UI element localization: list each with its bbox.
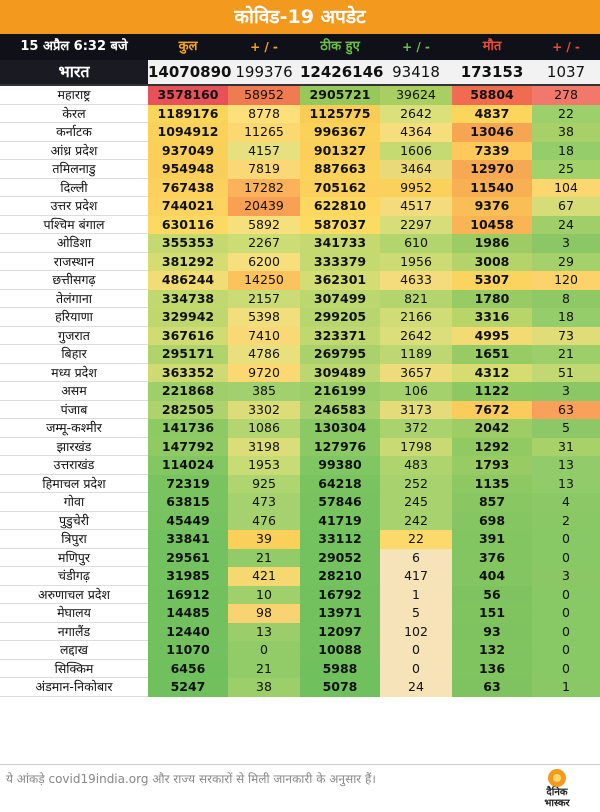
table-row xyxy=(0,197,600,216)
total-cell: 33841 xyxy=(148,530,228,549)
total-cell: 63815 xyxy=(148,493,228,512)
state-name: जम्मू-कश्मीर xyxy=(0,419,148,438)
deaths-cell: 11540 xyxy=(452,179,532,198)
deaths-cell: 5307 xyxy=(452,271,532,290)
total-cell: 11070 xyxy=(148,641,228,660)
deaths-cell: 376 xyxy=(452,549,532,568)
recovered-cell: 309489 xyxy=(300,364,380,383)
recovered-cell: 1125775 xyxy=(300,105,380,124)
deaths-change-cell: 5 xyxy=(532,419,600,438)
total-change-cell: 925 xyxy=(228,475,300,494)
total-cell: 3578160 xyxy=(148,86,228,105)
total-change-cell: 38 xyxy=(228,678,300,697)
logo xyxy=(526,769,588,809)
total-change-cell: 1953 xyxy=(228,456,300,475)
recovered-cell: 2905721 xyxy=(300,86,380,105)
recovered-change-cell: 1956 xyxy=(380,253,452,272)
recovered-change-cell: 0 xyxy=(380,641,452,660)
total-cell: 381292 xyxy=(148,253,228,272)
deaths-change-cell: 18 xyxy=(532,308,600,327)
table-row xyxy=(0,493,600,512)
recovered-change-cell: 102 xyxy=(380,623,452,642)
national-deaths: 173153 xyxy=(460,63,524,81)
recovered-cell: 341733 xyxy=(300,234,380,253)
total-cell: 1189176 xyxy=(148,105,228,124)
recovered-cell: 705162 xyxy=(300,179,380,198)
recovered-change-cell: 3464 xyxy=(380,160,452,179)
table-row xyxy=(0,142,600,161)
state-name: आंध्र प्रदेश xyxy=(0,142,148,161)
deaths-change-cell: 104 xyxy=(532,179,600,198)
deaths-change-cell: 0 xyxy=(532,641,600,660)
state-name: असम xyxy=(0,382,148,401)
state-name: मणिपुर xyxy=(0,549,148,568)
national-name: भारत xyxy=(0,60,148,84)
recovered-cell: 587037 xyxy=(300,216,380,235)
table-row xyxy=(0,290,600,309)
deaths-cell: 10458 xyxy=(452,216,532,235)
national-total: 14070890 xyxy=(148,63,232,81)
deaths-cell: 7672 xyxy=(452,401,532,420)
deaths-cell: 93 xyxy=(452,623,532,642)
recovered-cell: 307499 xyxy=(300,290,380,309)
recovered-change-cell: 245 xyxy=(380,493,452,512)
state-name: पश्चिम बंगाल xyxy=(0,216,148,235)
table-row xyxy=(0,512,600,531)
total-cell: 31985 xyxy=(148,567,228,586)
table-row xyxy=(0,623,600,642)
state-name: तेलंगाना xyxy=(0,290,148,309)
deaths-cell: 404 xyxy=(452,567,532,586)
state-name: पुडुचेरी xyxy=(0,512,148,531)
deaths-change-cell: 73 xyxy=(532,327,600,346)
total-change-cell: 21 xyxy=(228,549,300,568)
table-row xyxy=(0,123,600,142)
deaths-change-cell: 31 xyxy=(532,438,600,457)
header-deaths-change: + / - xyxy=(552,40,580,54)
recovered-change-cell: 242 xyxy=(380,512,452,531)
deaths-cell: 151 xyxy=(452,604,532,623)
total-cell: 221868 xyxy=(148,382,228,401)
deaths-change-cell: 13 xyxy=(532,456,600,475)
recovered-change-cell: 24 xyxy=(380,678,452,697)
header-recovered: ठीक हुए xyxy=(320,39,360,54)
total-change-cell: 4786 xyxy=(228,345,300,364)
deaths-change-cell: 8 xyxy=(532,290,600,309)
national-total-change: 199376 xyxy=(235,63,293,81)
deaths-change-cell: 29 xyxy=(532,253,600,272)
table-row xyxy=(0,364,600,383)
recovered-change-cell: 3173 xyxy=(380,401,452,420)
recovered-cell: 10088 xyxy=(300,641,380,660)
total-cell: 1094912 xyxy=(148,123,228,142)
state-name: कर्नाटक xyxy=(0,123,148,142)
recovered-cell: 299205 xyxy=(300,308,380,327)
total-change-cell: 5398 xyxy=(228,308,300,327)
deaths-cell: 698 xyxy=(452,512,532,531)
total-change-cell: 11265 xyxy=(228,123,300,142)
total-change-cell: 1086 xyxy=(228,419,300,438)
total-change-cell: 3302 xyxy=(228,401,300,420)
deaths-change-cell: 120 xyxy=(532,271,600,290)
total-change-cell: 58952 xyxy=(228,86,300,105)
table-row xyxy=(0,234,600,253)
table-row xyxy=(0,105,600,124)
deaths-change-cell: 38 xyxy=(532,123,600,142)
recovered-change-cell: 1606 xyxy=(380,142,452,161)
deaths-cell: 857 xyxy=(452,493,532,512)
recovered-change-cell: 5 xyxy=(380,604,452,623)
national-row xyxy=(0,60,600,86)
deaths-cell: 1780 xyxy=(452,290,532,309)
recovered-change-cell: 1 xyxy=(380,586,452,605)
total-change-cell: 2157 xyxy=(228,290,300,309)
recovered-change-cell: 483 xyxy=(380,456,452,475)
total-cell: 282505 xyxy=(148,401,228,420)
total-cell: 114024 xyxy=(148,456,228,475)
table-row xyxy=(0,271,600,290)
state-name: नगालैंड xyxy=(0,623,148,642)
table-header xyxy=(0,34,600,60)
deaths-cell: 4995 xyxy=(452,327,532,346)
recovered-change-cell: 0 xyxy=(380,660,452,679)
recovered-cell: 130304 xyxy=(300,419,380,438)
total-change-cell: 17282 xyxy=(228,179,300,198)
recovered-cell: 28210 xyxy=(300,567,380,586)
logo-line2: भास्कर xyxy=(544,798,570,809)
deaths-cell: 1135 xyxy=(452,475,532,494)
deaths-cell: 13046 xyxy=(452,123,532,142)
table-row xyxy=(0,549,600,568)
recovered-cell: 362301 xyxy=(300,271,380,290)
recovered-cell: 57846 xyxy=(300,493,380,512)
deaths-cell: 1651 xyxy=(452,345,532,364)
deaths-cell: 58804 xyxy=(452,86,532,105)
total-cell: 767438 xyxy=(148,179,228,198)
table-row xyxy=(0,216,600,235)
national-recovered-change: 93418 xyxy=(392,63,440,81)
recovered-change-cell: 2297 xyxy=(380,216,452,235)
total-change-cell: 8778 xyxy=(228,105,300,124)
table-row xyxy=(0,382,600,401)
deaths-change-cell: 278 xyxy=(532,86,600,105)
total-cell: 6456 xyxy=(148,660,228,679)
total-change-cell: 7410 xyxy=(228,327,300,346)
recovered-cell: 622810 xyxy=(300,197,380,216)
table-row xyxy=(0,253,600,272)
total-change-cell: 13 xyxy=(228,623,300,642)
total-cell: 5247 xyxy=(148,678,228,697)
recovered-change-cell: 2166 xyxy=(380,308,452,327)
total-cell: 147792 xyxy=(148,438,228,457)
recovered-cell: 5078 xyxy=(300,678,380,697)
total-change-cell: 4157 xyxy=(228,142,300,161)
recovered-change-cell: 6 xyxy=(380,549,452,568)
deaths-cell: 136 xyxy=(452,660,532,679)
deaths-change-cell: 3 xyxy=(532,382,600,401)
recovered-cell: 127976 xyxy=(300,438,380,457)
total-change-cell: 10 xyxy=(228,586,300,605)
total-cell: 367616 xyxy=(148,327,228,346)
recovered-change-cell: 4633 xyxy=(380,271,452,290)
deaths-cell: 132 xyxy=(452,641,532,660)
header-deaths: मौत xyxy=(482,39,502,54)
deaths-cell: 63 xyxy=(452,678,532,697)
deaths-change-cell: 1 xyxy=(532,678,600,697)
recovered-change-cell: 9952 xyxy=(380,179,452,198)
recovered-change-cell: 2642 xyxy=(380,105,452,124)
page-title: कोविड-19 अपडेट xyxy=(0,0,600,34)
state-name: चंडीगढ़ xyxy=(0,567,148,586)
total-change-cell: 2267 xyxy=(228,234,300,253)
deaths-cell: 7339 xyxy=(452,142,532,161)
total-cell: 141736 xyxy=(148,419,228,438)
recovered-cell: 246583 xyxy=(300,401,380,420)
deaths-cell: 56 xyxy=(452,586,532,605)
state-name: दिल्ली xyxy=(0,179,148,198)
state-name: मेघालय xyxy=(0,604,148,623)
national-deaths-change: 1037 xyxy=(546,63,586,81)
recovered-cell: 33112 xyxy=(300,530,380,549)
recovered-cell: 269795 xyxy=(300,345,380,364)
recovered-change-cell: 3657 xyxy=(380,364,452,383)
recovered-change-cell: 252 xyxy=(380,475,452,494)
recovered-cell: 901327 xyxy=(300,142,380,161)
state-name: लद्दाख xyxy=(0,641,148,660)
recovered-cell: 29052 xyxy=(300,549,380,568)
total-cell: 45449 xyxy=(148,512,228,531)
total-change-cell: 0 xyxy=(228,641,300,660)
state-name: केरल xyxy=(0,105,148,124)
deaths-change-cell: 0 xyxy=(532,586,600,605)
table-row xyxy=(0,86,600,105)
total-change-cell: 6200 xyxy=(228,253,300,272)
recovered-cell: 996367 xyxy=(300,123,380,142)
recovered-change-cell: 2642 xyxy=(380,327,452,346)
total-change-cell: 14250 xyxy=(228,271,300,290)
state-name: हरियाणा xyxy=(0,308,148,327)
header-recovered-change: + / - xyxy=(402,40,430,54)
deaths-change-cell: 63 xyxy=(532,401,600,420)
total-cell: 295171 xyxy=(148,345,228,364)
table-row xyxy=(0,604,600,623)
deaths-change-cell: 18 xyxy=(532,142,600,161)
state-name: अरुणाचल प्रदेश xyxy=(0,586,148,605)
table-row xyxy=(0,530,600,549)
state-name: मध्य प्रदेश xyxy=(0,364,148,383)
deaths-change-cell: 0 xyxy=(532,530,600,549)
total-change-cell: 476 xyxy=(228,512,300,531)
total-change-cell: 20439 xyxy=(228,197,300,216)
state-name: उत्तर प्रदेश xyxy=(0,197,148,216)
total-cell: 72319 xyxy=(148,475,228,494)
deaths-change-cell: 4 xyxy=(532,493,600,512)
total-cell: 14485 xyxy=(148,604,228,623)
table-row xyxy=(0,327,600,346)
deaths-change-cell: 24 xyxy=(532,216,600,235)
recovered-cell: 99380 xyxy=(300,456,380,475)
total-cell: 355353 xyxy=(148,234,228,253)
header-timestamp: 15 अप्रैल 6:32 बजे xyxy=(20,39,128,54)
table-row xyxy=(0,160,600,179)
deaths-cell: 391 xyxy=(452,530,532,549)
source-note: ये आंकड़े covid19india.org और राज्य सरकारों से मिली जानकारी के अनुसार हैं। xyxy=(6,772,376,786)
deaths-cell: 3316 xyxy=(452,308,532,327)
state-name: गुजरात xyxy=(0,327,148,346)
footer xyxy=(0,764,600,812)
total-change-cell: 473 xyxy=(228,493,300,512)
deaths-cell: 9376 xyxy=(452,197,532,216)
table-row xyxy=(0,456,600,475)
recovered-change-cell: 106 xyxy=(380,382,452,401)
deaths-change-cell: 2 xyxy=(532,512,600,531)
state-name: हिमाचल प्रदेश xyxy=(0,475,148,494)
state-name: झारखंड xyxy=(0,438,148,457)
recovered-cell: 64218 xyxy=(300,475,380,494)
deaths-cell: 12970 xyxy=(452,160,532,179)
deaths-cell: 4837 xyxy=(452,105,532,124)
table-row xyxy=(0,475,600,494)
deaths-change-cell: 21 xyxy=(532,345,600,364)
recovered-change-cell: 39624 xyxy=(380,86,452,105)
state-name: महाराष्ट्र xyxy=(0,86,148,105)
recovered-cell: 16792 xyxy=(300,586,380,605)
table-row xyxy=(0,345,600,364)
sun-icon xyxy=(548,769,566,787)
table-row xyxy=(0,438,600,457)
recovered-cell: 887663 xyxy=(300,160,380,179)
total-change-cell: 7819 xyxy=(228,160,300,179)
total-cell: 486244 xyxy=(148,271,228,290)
total-change-cell: 39 xyxy=(228,530,300,549)
deaths-change-cell: 0 xyxy=(532,604,600,623)
recovered-change-cell: 417 xyxy=(380,567,452,586)
table-row xyxy=(0,179,600,198)
recovered-change-cell: 22 xyxy=(380,530,452,549)
recovered-change-cell: 610 xyxy=(380,234,452,253)
total-change-cell: 21 xyxy=(228,660,300,679)
total-cell: 29561 xyxy=(148,549,228,568)
state-name: छत्तीसगढ़ xyxy=(0,271,148,290)
recovered-change-cell: 4364 xyxy=(380,123,452,142)
total-cell: 630116 xyxy=(148,216,228,235)
national-recovered: 12426146 xyxy=(300,63,384,81)
table-row xyxy=(0,660,600,679)
deaths-change-cell: 0 xyxy=(532,660,600,679)
recovered-change-cell: 372 xyxy=(380,419,452,438)
total-change-cell: 421 xyxy=(228,567,300,586)
table-row xyxy=(0,567,600,586)
deaths-cell: 1793 xyxy=(452,456,532,475)
table-row xyxy=(0,308,600,327)
total-change-cell: 385 xyxy=(228,382,300,401)
total-cell: 329942 xyxy=(148,308,228,327)
recovered-cell: 5988 xyxy=(300,660,380,679)
state-name: सिक्किम xyxy=(0,660,148,679)
state-name: राजस्थान xyxy=(0,253,148,272)
total-cell: 937049 xyxy=(148,142,228,161)
state-name: अंडमान-निकोबार xyxy=(0,678,148,697)
table-row xyxy=(0,641,600,660)
total-cell: 954948 xyxy=(148,160,228,179)
table-row xyxy=(0,678,600,697)
deaths-change-cell: 0 xyxy=(532,549,600,568)
recovered-cell: 216199 xyxy=(300,382,380,401)
deaths-change-cell: 3 xyxy=(532,567,600,586)
state-name: ओडिशा xyxy=(0,234,148,253)
table-row xyxy=(0,401,600,420)
deaths-cell: 2042 xyxy=(452,419,532,438)
total-cell: 334738 xyxy=(148,290,228,309)
recovered-change-cell: 821 xyxy=(380,290,452,309)
deaths-change-cell: 22 xyxy=(532,105,600,124)
deaths-cell: 3008 xyxy=(452,253,532,272)
deaths-change-cell: 51 xyxy=(532,364,600,383)
recovered-change-cell: 1798 xyxy=(380,438,452,457)
header-total-change: + / - xyxy=(250,40,278,54)
total-change-cell: 5892 xyxy=(228,216,300,235)
total-change-cell: 9720 xyxy=(228,364,300,383)
total-cell: 744021 xyxy=(148,197,228,216)
deaths-change-cell: 25 xyxy=(532,160,600,179)
table-row xyxy=(0,586,600,605)
recovered-change-cell: 4517 xyxy=(380,197,452,216)
state-name: तमिलनाडु xyxy=(0,160,148,179)
total-change-cell: 3198 xyxy=(228,438,300,457)
deaths-cell: 1292 xyxy=(452,438,532,457)
header-total: कुल xyxy=(178,39,198,54)
state-name: पंजाब xyxy=(0,401,148,420)
state-name: बिहार xyxy=(0,345,148,364)
total-cell: 363352 xyxy=(148,364,228,383)
state-table xyxy=(0,86,600,697)
deaths-change-cell: 3 xyxy=(532,234,600,253)
state-name: उत्तराखंड xyxy=(0,456,148,475)
table-row xyxy=(0,419,600,438)
deaths-cell: 1122 xyxy=(452,382,532,401)
recovered-cell: 12097 xyxy=(300,623,380,642)
recovered-cell: 13971 xyxy=(300,604,380,623)
recovered-cell: 333379 xyxy=(300,253,380,272)
total-change-cell: 98 xyxy=(228,604,300,623)
total-cell: 12440 xyxy=(148,623,228,642)
state-name: त्रिपुरा xyxy=(0,530,148,549)
state-name: गोवा xyxy=(0,493,148,512)
logo-line1: दैनिक xyxy=(546,787,568,798)
recovered-cell: 41719 xyxy=(300,512,380,531)
deaths-cell: 4312 xyxy=(452,364,532,383)
deaths-change-cell: 67 xyxy=(532,197,600,216)
deaths-cell: 1986 xyxy=(452,234,532,253)
total-cell: 16912 xyxy=(148,586,228,605)
recovered-change-cell: 1189 xyxy=(380,345,452,364)
deaths-change-cell: 0 xyxy=(532,623,600,642)
deaths-change-cell: 13 xyxy=(532,475,600,494)
recovered-cell: 323371 xyxy=(300,327,380,346)
